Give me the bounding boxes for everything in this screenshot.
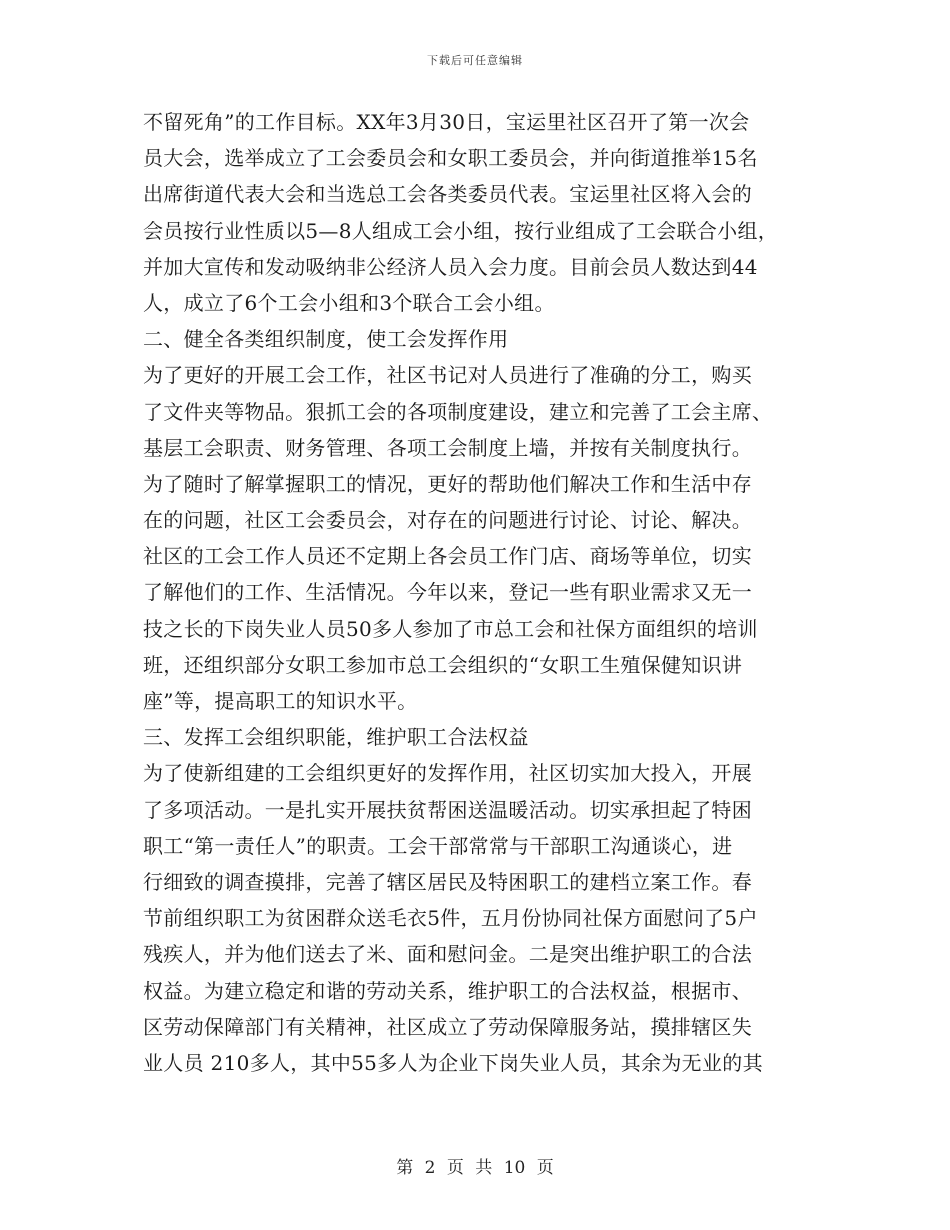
section-heading: 三、发挥工会组织职能，维护职工合法权益 [143, 725, 529, 750]
body-line: 区劳动保障部门有关精神，社区成立了劳动保障服务站，摸排辖区失 [143, 1014, 752, 1039]
body-line: 了解他们的工作、生活情况。今年以来，登记一些有职业需求又无一 [143, 580, 752, 605]
body-line: 基层工会职责、财务管理、各项工会制度上墙，并按有关制度执行。 [143, 435, 752, 460]
body-line: 行细致的调查摸排，完善了辖区居民及特困职工的建档立案工作。春 [143, 869, 752, 894]
body-line: 职工“第一责任人”的职责。工会干部常常与干部职工沟通谈心，进 [143, 833, 733, 858]
body-line: 班，还组织部分女职工参加市总工会组织的“女职工生殖保健知识讲 [143, 652, 743, 677]
body-line: 为了随时了解掌握职工的情况，更好的帮助他们解决工作和生活中存 [143, 471, 752, 496]
body-line: 业人员 210多人，其中55多人为企业下岗失业人员，其余为无业的其 [143, 1050, 763, 1075]
body-line: 在的问题，社区工会委员会，对存在的问题进行讨论、讨论、解决。 [143, 508, 752, 533]
body-line: 不留死角”的工作目标。XX年3月30日，宝运里社区召开了第一次会 [143, 110, 750, 134]
body-line: 会员按行业性质以5—8人组成工会小组，按行业组成了工会联合小组， [143, 218, 779, 243]
body-line: 权益。为建立稳定和谐的劳动关系，维护职工的合法权益，根据市、 [143, 978, 752, 1003]
body-line: 残疾人，并为他们送去了米、面和慰问金。二是突出维护职工的合法 [143, 942, 752, 967]
body-line: 为了使新组建的工会组织更好的发挥作用，社区切实加大投入，开展 [143, 761, 752, 786]
body-line: 了文件夹等物品。狠抓工会的各项制度建设，建立和完善了工会主席、 [143, 399, 773, 424]
body-line: 员大会，选举成立了工会委员会和女职工委员会，并向街道推举15名 [143, 146, 758, 171]
body-line: 社区的工会工作人员还不定期上各会员工作门店、商场等单位，切实 [143, 544, 752, 569]
section-heading: 二、健全各类组织制度，使工会发挥作用 [143, 327, 509, 352]
page-footer: 第 2 页 共 10 页 [396, 1158, 554, 1178]
body-line: 了多项活动。一是扎实开展扶贫帮困送温暖活动。切实承担起了特困 [143, 797, 752, 822]
body-line: 人，成立了6个工会小组和3个联合工会小组。 [143, 290, 555, 315]
body-line: 出席街道代表大会和当选总工会各类委员代表。宝运里社区将入会的 [143, 182, 752, 207]
page-header: 下载后可任意编辑 [427, 54, 523, 67]
body-line: 为了更好的开展工会工作，社区书记对人员进行了准确的分工，购买 [143, 363, 752, 388]
document-body [143, 104, 813, 1081]
body-line: 并加大宣传和发动吸纳非公经济人员入会力度。目前会员人数达到44 [143, 254, 758, 279]
body-line: 座”等，提高职工的知识水平。 [143, 689, 418, 713]
body-line: 技之长的下岗失业人员50多人参加了市总工会和社保方面组织的培训 [143, 616, 758, 641]
body-line: 节前组织职工为贫困群众送毛衣5件，五月份协同社保方面慰问了5户 [143, 906, 758, 931]
